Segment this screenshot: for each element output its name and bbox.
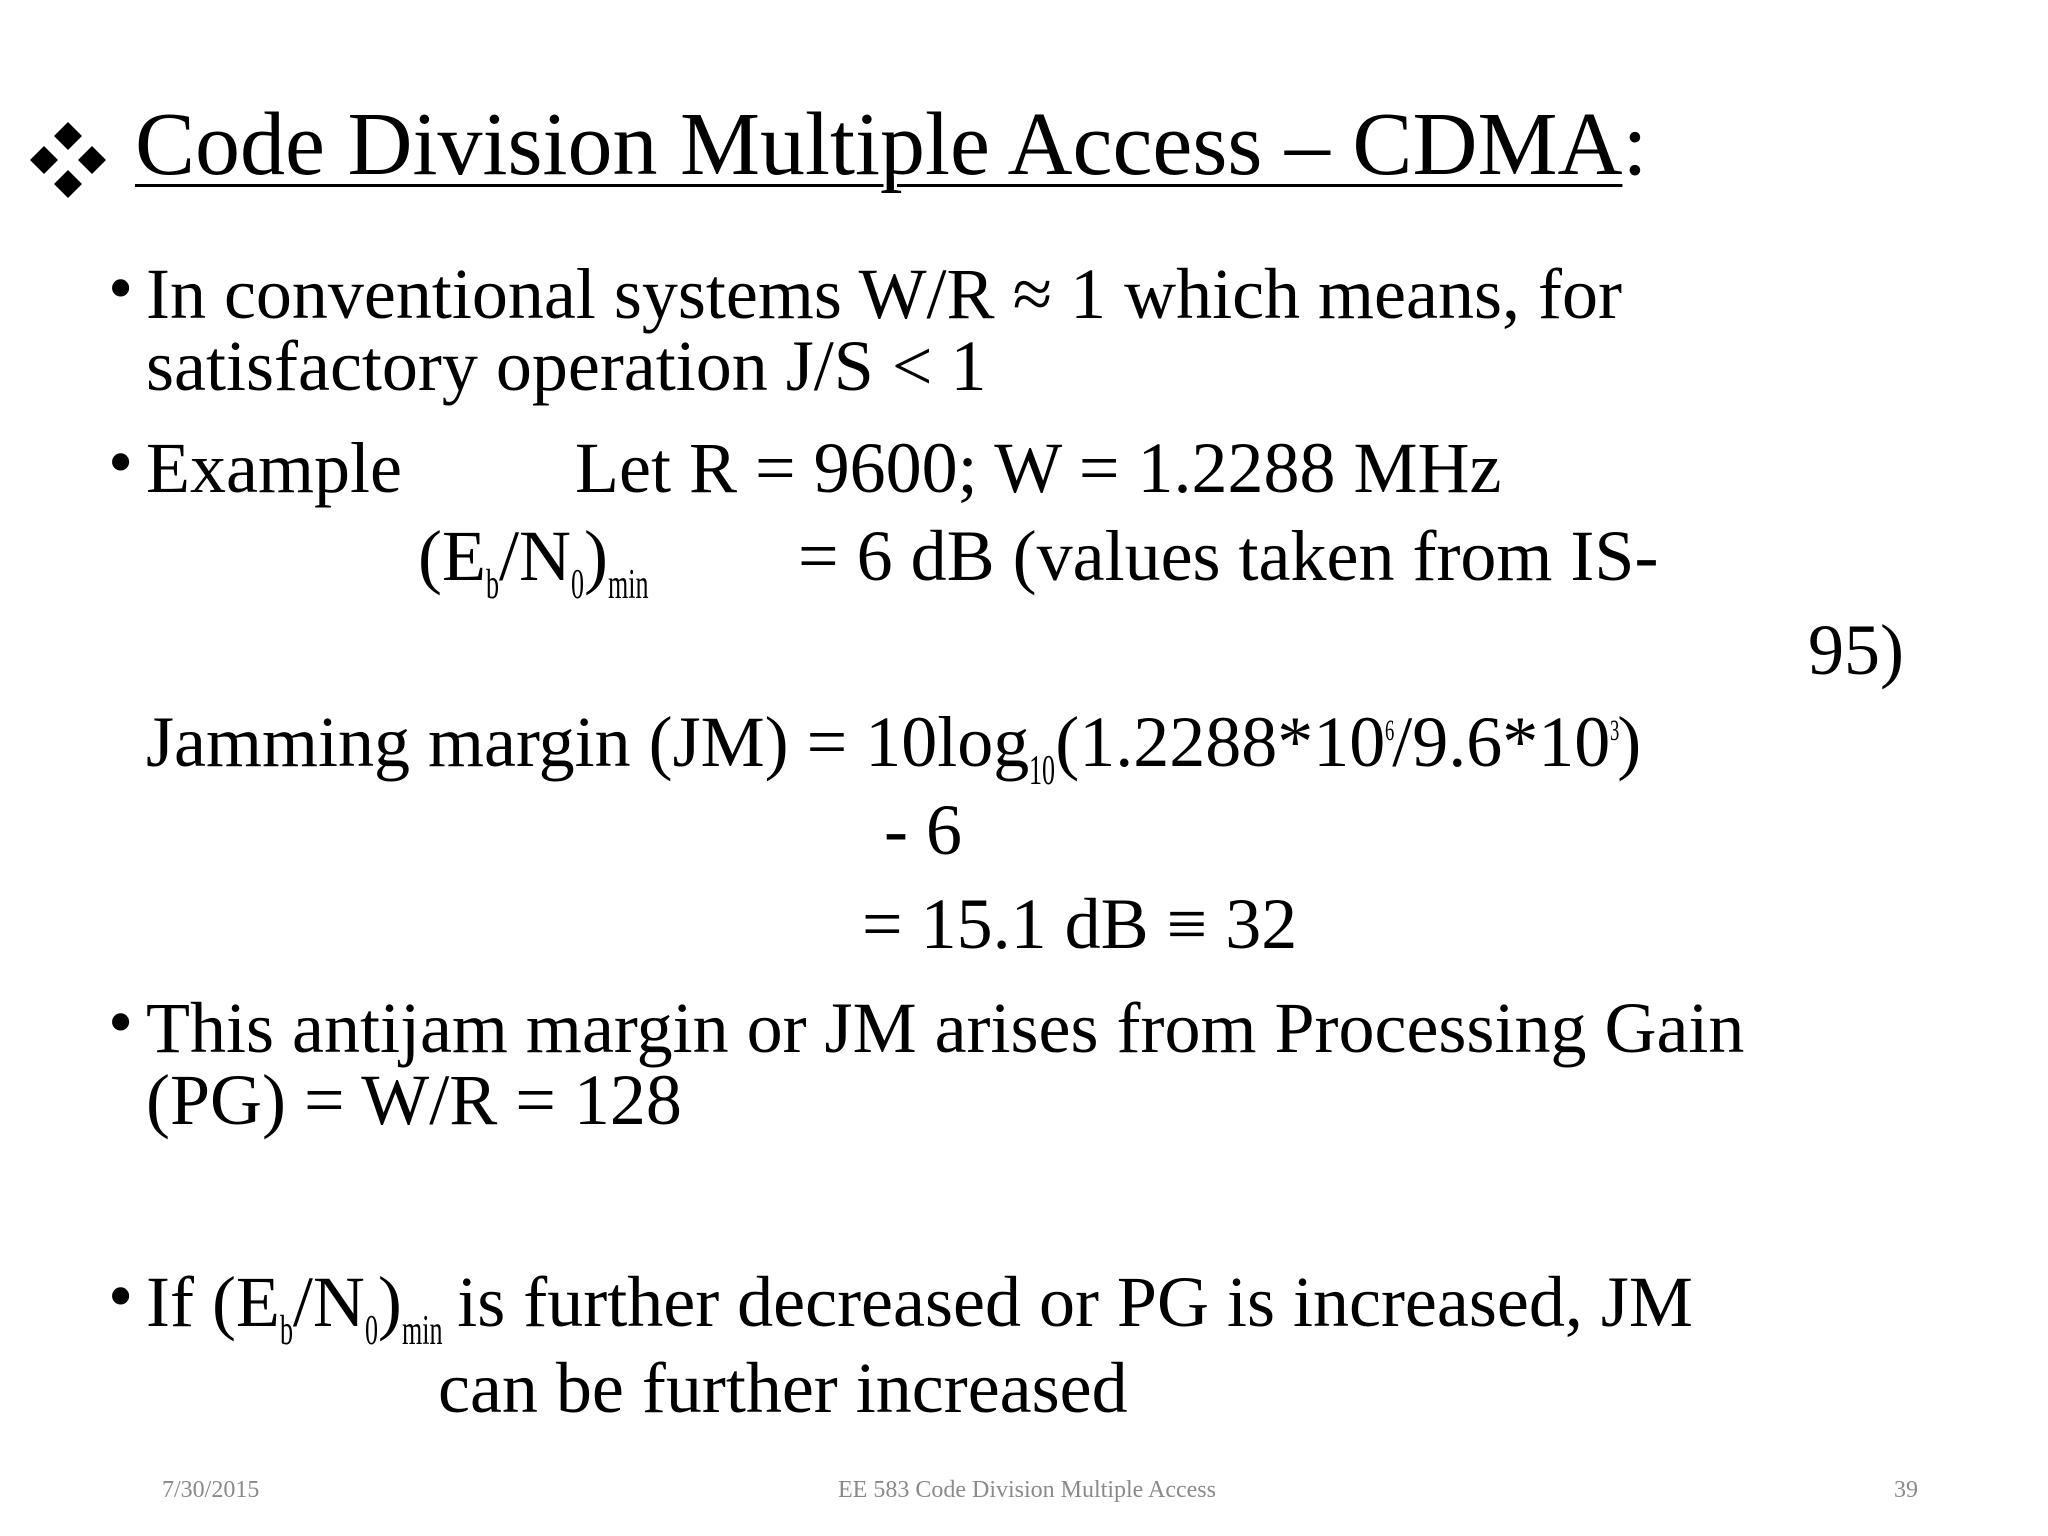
bullet-dot: •: [108, 1256, 134, 1336]
diamond-bullet-icon: [26, 118, 110, 202]
bullet-1-line-1: In conventional systems W/R ≈ 1 which means, for: [146, 254, 1622, 334]
example-value: Let R = 9600; W = 1.2288 MHz: [575, 428, 1502, 508]
bullet-4-line-1: If (Eb/N0)min is further decreased or PG is increased, JM: [146, 1262, 1693, 1354]
slide-title: [135, 95, 1648, 194]
example-label: Example: [146, 428, 402, 508]
bullet-4-line-2: can be further increased: [438, 1348, 1128, 1428]
ebno-min-expression: (Eb/N0)min: [418, 516, 649, 608]
bullet-dot: •: [108, 422, 134, 502]
jamming-margin-result: = 15.1 dB ≡ 32: [862, 884, 1298, 964]
footer-date: 7/30/2015: [162, 1477, 260, 1503]
ebno-value: = 6 dB (values taken from IS-: [798, 516, 1659, 596]
jamming-margin-equation: Jamming margin (JM) = 10log10(1.2288*106/9.6*103): [146, 702, 1642, 794]
bullet-3-line-1: This antijam margin or JM arises from Processing Gain: [146, 988, 1745, 1068]
slide-title-colon: :: [1622, 95, 1648, 194]
footer-course: EE 583 Code Division Multiple Access: [838, 1477, 1216, 1503]
jamming-margin-subtract: - 6: [884, 790, 962, 870]
ebno-value-continued: 95): [1808, 610, 1904, 690]
bullet-1-line-2: satisfactory operation J/S < 1: [146, 326, 987, 406]
bullet-3-line-2: (PG) = W/R = 128: [146, 1060, 682, 1140]
bullet-dot: •: [108, 982, 134, 1062]
footer-page-number: 39: [1894, 1477, 1918, 1503]
slide-title-text: Code Division Multiple Access – CDMA: [135, 95, 1623, 194]
bullet-dot: •: [108, 248, 134, 328]
